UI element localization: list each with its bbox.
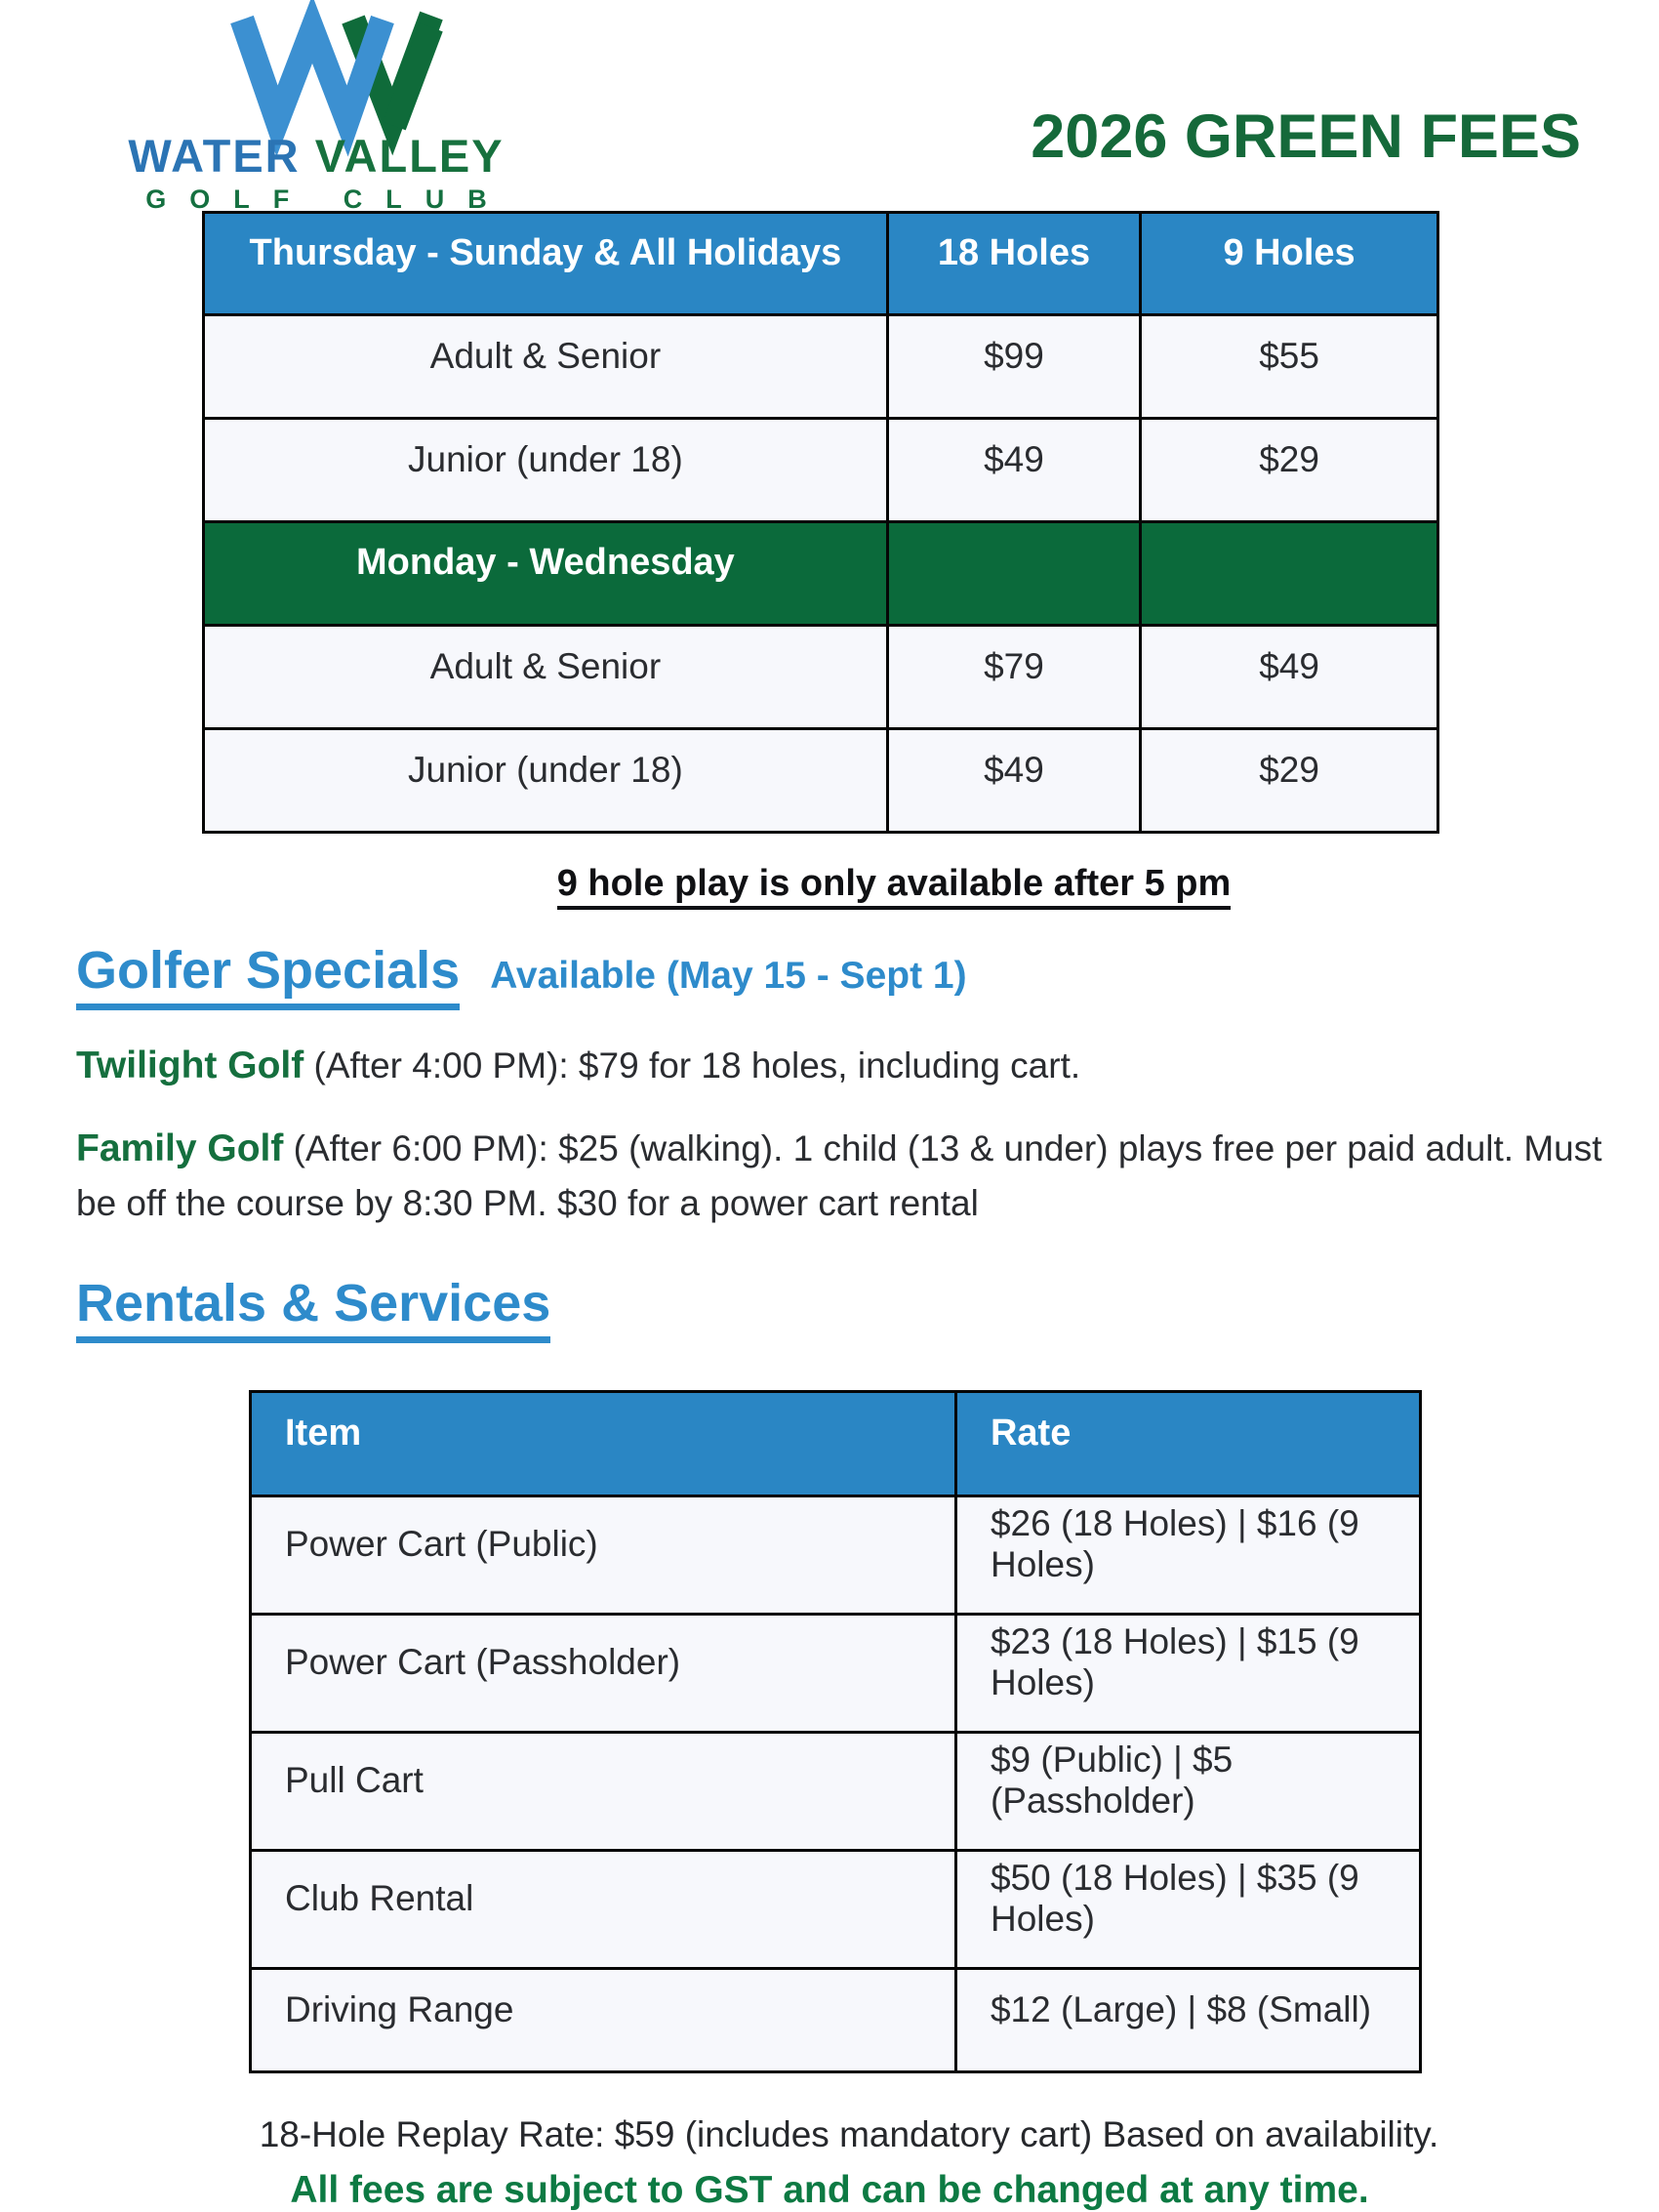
fee-label: Adult & Senior (204, 626, 888, 729)
rental-rate: $9 (Public) | $5 (Passholder) (955, 1733, 1420, 1851)
fees-col-days: Thursday - Sunday & All Holidays (204, 213, 888, 315)
logo-subtitle: GOLF CLUB (145, 184, 510, 214)
table-row (204, 626, 1438, 729)
table-row (204, 729, 1438, 833)
fee-9: $29 (1141, 729, 1438, 833)
fee-18: $49 (887, 419, 1140, 522)
twilight-golf-desc: (After 4:00 PM): $79 for 18 holes, including cart. (303, 1045, 1081, 1086)
page-title: 2026 GREEN FEES (1031, 102, 1581, 171)
fee-18: $79 (887, 626, 1140, 729)
family-golf-name: Family Golf (76, 1127, 284, 1170)
logo-word-water: WATER (128, 130, 301, 182)
replay-rate-note: 18-Hole Replay Rate: $59 (includes mandatory cart) Based on availability. (259, 2114, 1439, 2155)
fee-9: $49 (1141, 626, 1438, 729)
fee-9: $29 (1141, 419, 1438, 522)
table-row (251, 1851, 1421, 1969)
table-row (204, 419, 1438, 522)
logo (82, 12, 550, 215)
fee-label: Junior (under 18) (204, 419, 888, 522)
rentals-col-rate: Rate (955, 1392, 1420, 1496)
rental-rate: $12 (Large) | $8 (Small) (955, 1969, 1420, 2072)
nine-hole-note-text: 9 hole play is only available after 5 pm (557, 863, 1232, 910)
family-golf-desc: (After 6:00 PM): $25 (walking). 1 child (13 & under) plays free per paid adult. Must be off the course by 8:30 PM. $30 for a power cart rental (76, 1128, 1602, 1223)
nine-hole-note (0, 863, 1659, 905)
section-row-monday-wednesday (204, 522, 1438, 626)
section-label: Monday - Wednesday (204, 522, 888, 626)
fees-col-9holes: 9 Holes (1141, 213, 1438, 315)
golfer-specials-section (76, 940, 1602, 1230)
table-row (204, 315, 1438, 419)
rentals-header-row (251, 1392, 1421, 1496)
fee-9: $55 (1141, 315, 1438, 419)
fees-header-row (204, 213, 1438, 315)
golfer-specials-availability: Available (May 15 - Sept 1) (490, 955, 967, 997)
rentals-col-item: Item (251, 1392, 956, 1496)
section-empty-cell (887, 522, 1140, 626)
header (0, 0, 1659, 214)
rental-item: Pull Cart (251, 1733, 956, 1851)
rental-item: Power Cart (Passholder) (251, 1615, 956, 1733)
table-row (251, 1496, 1421, 1615)
rentals-heading (76, 1273, 1659, 1343)
fees-col-18holes: 18 Holes (887, 213, 1140, 315)
logo-word-valley: VALLEY (314, 130, 505, 182)
fee-18: $49 (887, 729, 1140, 833)
rentals-section-heading (76, 1273, 1659, 1343)
fee-18: $99 (887, 315, 1140, 419)
rentals-table (249, 1390, 1422, 2073)
twilight-golf-name: Twilight Golf (76, 1045, 304, 1087)
rental-item: Power Cart (Public) (251, 1496, 956, 1615)
golfer-specials-title: Golfer Specials (76, 940, 460, 1010)
table-row (251, 1733, 1421, 1851)
family-golf-item (76, 1121, 1602, 1230)
rental-rate: $23 (18 Holes) | $15 (9 Holes) (955, 1615, 1420, 1733)
rental-rate: $26 (18 Holes) | $16 (9 Holes) (955, 1496, 1420, 1615)
table-row (251, 1969, 1421, 2072)
twilight-golf-item (76, 1038, 1602, 1093)
gst-disclaimer: All fees are subject to GST and can be changed at any time. (290, 2169, 1369, 2212)
section-empty-cell (1141, 522, 1438, 626)
logo-wordmark (82, 130, 550, 182)
green-fees-table (202, 211, 1439, 834)
rental-item: Driving Range (251, 1969, 956, 2072)
rental-rate: $50 (18 Holes) | $35 (9 Holes) (955, 1851, 1420, 1969)
rental-item: Club Rental (251, 1851, 956, 1969)
fee-label: Junior (under 18) (204, 729, 888, 833)
wv-logo-mark-icon (228, 12, 455, 131)
fee-label: Adult & Senior (204, 315, 888, 419)
golfer-specials-heading (76, 940, 1602, 1010)
rentals-title: Rentals & Services (76, 1273, 550, 1343)
table-row (251, 1615, 1421, 1733)
